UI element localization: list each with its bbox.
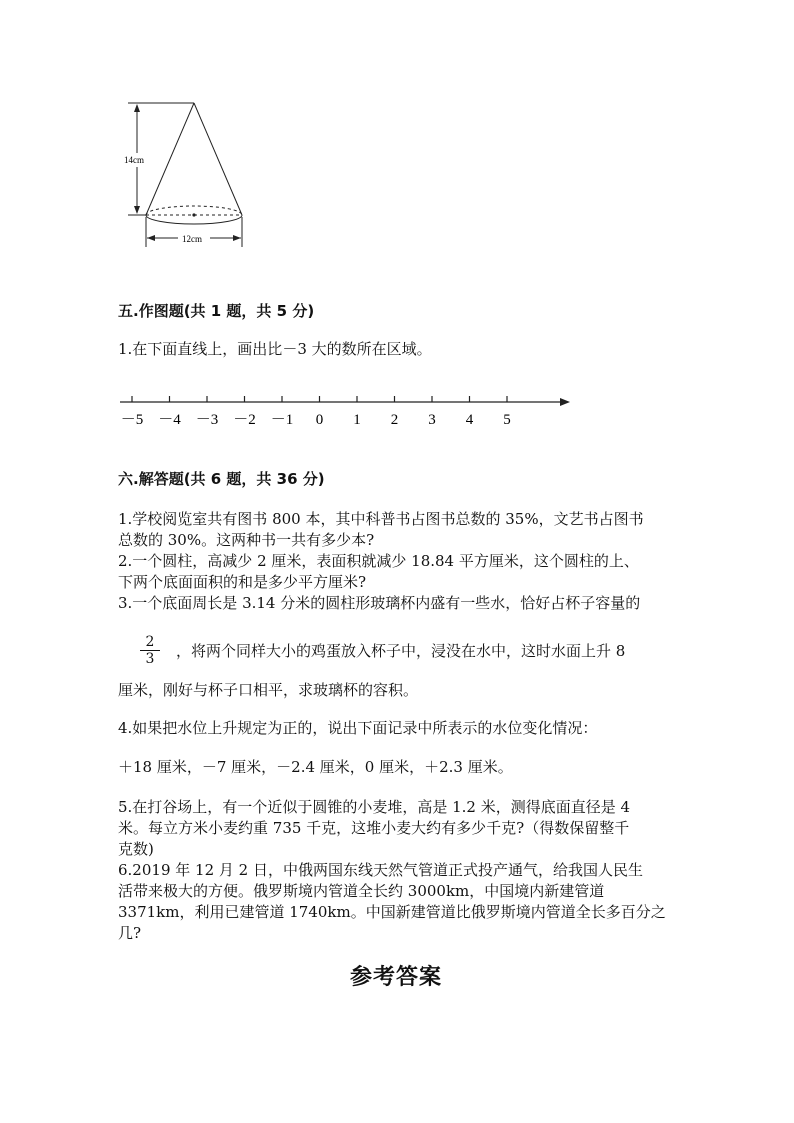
answer-title: 参考答案 bbox=[350, 964, 443, 990]
number-line-arrowhead bbox=[560, 398, 570, 406]
q3-fraction-denominator: 3 bbox=[145, 651, 155, 667]
q2-line2: 下两个底面面积的和是多少平方厘米? bbox=[118, 573, 367, 591]
number-line-label: 0 bbox=[315, 412, 324, 428]
number-line-label: －1 bbox=[270, 412, 294, 428]
q6-line2: 活带来极大的方便。俄罗斯境内管道全长约 3000km，中国境内新建管道 bbox=[118, 882, 605, 900]
q3-line3: 厘米，刚好与杯子口相平，求玻璃杯的容积。 bbox=[118, 681, 419, 699]
number-line-label: －3 bbox=[195, 412, 219, 428]
q5-line2: 米。每立方米小麦约重 735 千克，这堆小麦大约有多少千克?（得数保留整千 bbox=[118, 819, 630, 837]
number-line-label: 1 bbox=[353, 412, 361, 428]
number-line-label: －5 bbox=[120, 412, 144, 428]
number-line-label: 4 bbox=[465, 412, 474, 428]
q4-line2: ＋18 厘米，－7 厘米，－2.4 厘米，0 厘米，＋2.3 厘米。 bbox=[118, 758, 513, 776]
q1-line1: 1.学校阅览室共有图书 800 本，其中科普书占图书总数的 35%，文艺书占图书 bbox=[118, 510, 644, 528]
cone-center-dot bbox=[192, 213, 195, 216]
number-line-label: 3 bbox=[428, 412, 436, 428]
q5-line3: 克数) bbox=[118, 840, 154, 858]
cone-figure bbox=[110, 95, 260, 260]
number-line-label: 2 bbox=[390, 412, 399, 428]
number-line bbox=[110, 388, 580, 436]
cone-right-side bbox=[194, 103, 242, 215]
q6-line4: 几? bbox=[118, 924, 142, 942]
q1-line2: 总数的 30%。这两种书一共有多少本? bbox=[118, 531, 375, 549]
q5-line1: 5.在打谷场上，有一个近似于圆锥的小麦堆，高是 1.2 米，测得底面直径是 4 bbox=[118, 798, 631, 816]
diameter-label: 12cm bbox=[182, 234, 202, 244]
height-label: 14cm bbox=[124, 155, 144, 165]
q3-fraction bbox=[140, 634, 160, 667]
section6-heading: 六.解答题(共 6 题，共 36 分) bbox=[118, 470, 325, 488]
number-line-label: －4 bbox=[158, 412, 181, 428]
q6-line1: 6.2019 年 12 月 2 日，中俄两国东线天然气管道正式投产通气，给我国人民生 bbox=[118, 861, 643, 879]
number-line-label: 5 bbox=[503, 412, 511, 428]
section5-heading: 五.作图题(共 1 题，共 5 分) bbox=[118, 302, 315, 320]
q3-line2: ，将两个同样大小的鸡蛋放入杯子中，浸没在水中，这时水面上升 8 bbox=[176, 642, 626, 660]
cone-left-side bbox=[146, 103, 194, 215]
q2-line1: 2.一个圆柱，高减少 2 厘米，表面积就减少 18.84 平方厘米，这个圆柱的上、 bbox=[118, 552, 639, 570]
q4-line1: 4.如果把水位上升规定为正的，说出下面记录中所表示的水位变化情况： bbox=[118, 719, 598, 737]
q6-line3: 3371km，利用已建管道 1740km。中国新建管道比俄罗斯境内管道全长多百分之 bbox=[118, 903, 666, 921]
q3-fraction-numerator: 2 bbox=[140, 634, 160, 651]
section5-q1: 1.在下面直线上，画出比－3 大的数所在区域。 bbox=[118, 340, 432, 358]
q3-line1: 3.一个底面周长是 3.14 分米的圆柱形玻璃杯内盛有一些水，恰好占杯子容量的 bbox=[118, 594, 641, 612]
number-line-label: －2 bbox=[233, 412, 256, 428]
